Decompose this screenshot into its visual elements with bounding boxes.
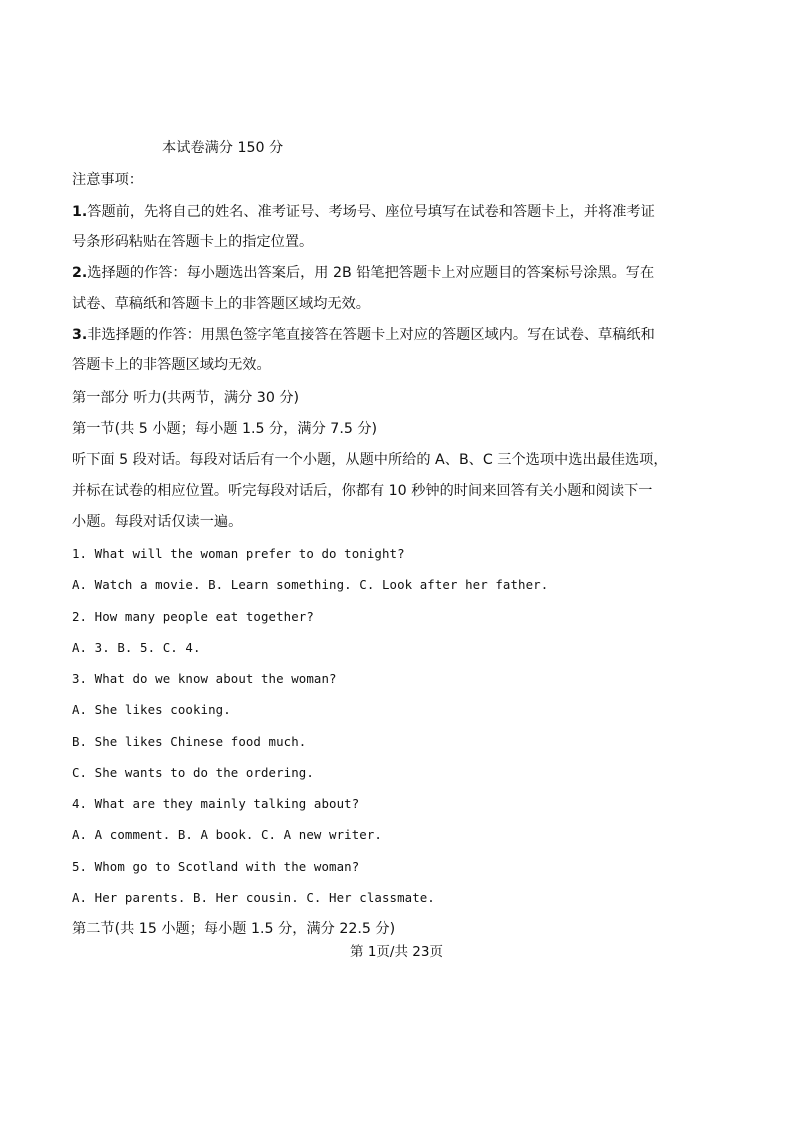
section1-instructions-line3: 小题。每段对话仅读一遍。	[72, 514, 243, 530]
question-5-options: A. Her parents. B. Her cousin. C. Her classmate.	[72, 890, 435, 905]
section1-instructions-line2: 并标在试卷的相应位置。听完每段对话后，你都有 10 秒钟的时间来回答有关小题和阅读下一	[72, 483, 653, 499]
question-5: 5. Whom go to Scotland with the woman?	[72, 859, 360, 874]
question-4-options: A. A comment. B. A book. C. A new writer.	[72, 827, 382, 842]
page-number: 第 1页/共 23页	[350, 944, 443, 960]
notice-item-2	[72, 264, 654, 282]
question-2: 2. How many people eat together?	[72, 609, 314, 624]
question-3-option-b: B. She likes Chinese food much.	[72, 734, 307, 749]
notice-item-3-cont: 答题卡上的非答题区域均无效。	[72, 357, 271, 373]
question-1: 1. What will the woman prefer to do tonight?	[72, 546, 405, 561]
question-4: 4. What are they mainly talking about?	[72, 796, 360, 811]
question-1-options: A. Watch a movie. B. Learn something. C. Look after her father.	[72, 577, 549, 592]
notice-item-1-text: 答题前，先将自己的姓名、准考证号、考场号、座位号填写在试卷和答题卡上，并将准考证	[87, 204, 655, 220]
notice-item-3-text: 非选择题的作答：用黑色签字笔直接答在答题卡上对应的答题区域内。写在试卷、草稿纸和	[87, 327, 655, 343]
section1-instructions-line1: 听下面 5 段对话。每段对话后有一个小题，从题中所给的 A、B、C 三个选项中选出最佳选项，	[72, 452, 668, 468]
notice-item-1-number: 1.	[72, 204, 88, 220]
question-3: 3. What do we know about the woman?	[72, 671, 337, 686]
section2-title: 第二节(共 15 小题；每小题 1.5 分，满分 22.5 分)	[72, 921, 396, 937]
section1-title: 第一节(共 5 小题；每小题 1.5 分，满分 7.5 分)	[72, 421, 378, 437]
part1-title: 第一部分 听力(共两节，满分 30 分)	[72, 390, 300, 406]
notice-item-2-number: 2.	[72, 265, 88, 281]
question-3-option-c: C. She wants to do the ordering.	[72, 765, 314, 780]
question-2-options: A. 3. B. 5. C. 4.	[72, 640, 201, 655]
notice-item-3	[72, 326, 655, 344]
notice-item-2-text: 选择题的作答：每小题选出答案后，用 2B 铅笔把答题卡上对应题目的答案标号涂黑。写在	[87, 265, 655, 281]
score-note: 本试卷满分 150 分	[162, 140, 284, 156]
notice-item-2-cont: 试卷、草稿纸和答题卡上的非答题区域均无效。	[72, 296, 370, 312]
notice-item-1	[72, 203, 655, 221]
notice-item-1-cont: 号条形码粘贴在答题卡上的指定位置。	[72, 234, 314, 250]
notice-title: 注意事项：	[72, 172, 143, 188]
notice-item-3-number: 3.	[72, 327, 88, 343]
question-3-option-a: A. She likes cooking.	[72, 702, 231, 717]
